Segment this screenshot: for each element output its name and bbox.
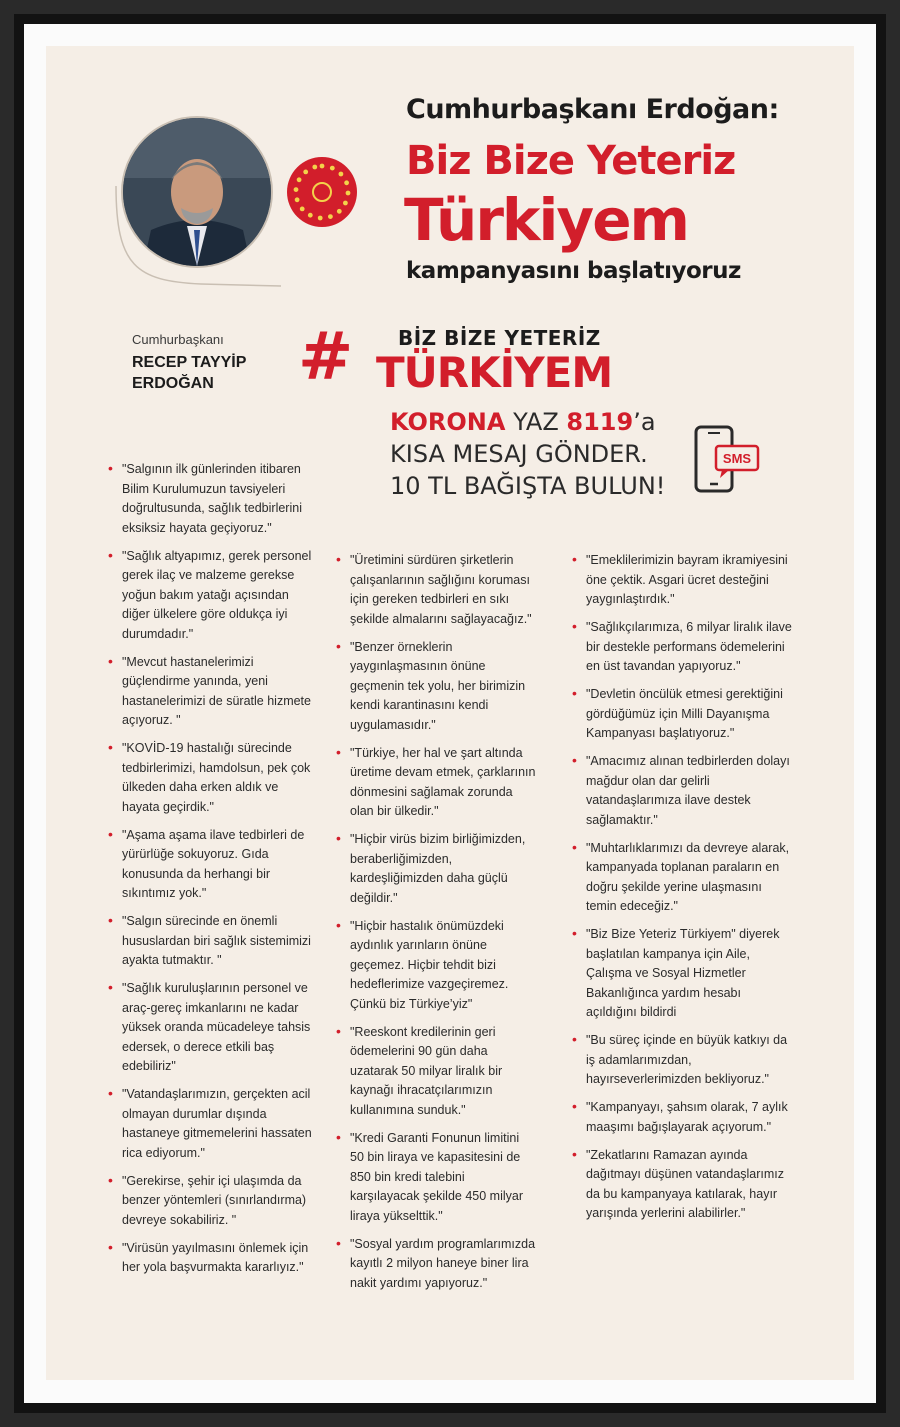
quote-item: • "Aşama aşama ilave tedbirleri de yürürlüğe sokuyoruz. Gıda konusunda da herhangi bir sıkıntımız yok." <box>118 826 313 904</box>
sms-label: SMS <box>722 451 752 466</box>
sms-suffix: ’a <box>633 408 656 436</box>
quote-item: • "Salgının ilk günlerinden itibaren Bilim Kurulumuzun tavsiyeleri doğrultusunda, sağlık tedbirlerini eksiksiz hayata geçiyoruz." <box>118 460 313 538</box>
quote-item: • "Virüsün yayılmasını önlemek için her yola başvurmakta kararlıyız." <box>118 1239 313 1278</box>
quote-item: • "Sağlık altyapımız, gerek personel gerek ilaç ve malzeme gerekse yoğun bakım yatağı açısından diğer ülkelere göre oldukça iyi durumdadır." <box>118 547 313 645</box>
quotes-column-1 <box>118 460 313 1286</box>
quote-item: • "Biz Bize Yeteriz Türkiyem" diyerek başlatılan kampanya için Aile, Çalışma ve Sosyal Hizmetler Bakanlığınca yardım hesabı açıldığını bildirdi <box>582 925 792 1023</box>
quote-item: • "Sağlıkçılarımıza, 6 milyar liralık ilave bir destekle performans ödemelerini en üst tavandan yapıyoruz." <box>582 618 792 677</box>
quote-item: • "Devletin öncülük etmesi gerektiğini gördüğümüz için Milli Dayanışma Kampanyası başlatıyoruz." <box>582 685 792 744</box>
quote-item: • "Salgın sürecinde en önemli hususlardan biri sağlık sistemimizi ayakta tutmaktır. " <box>118 912 313 971</box>
quote-item: • "Emeklilerimizin bayram ikramiyesini öne çektik. Asgari ücret desteğini yaygınlaştırdık." <box>582 551 792 610</box>
hashtag-line-1: BİZ BİZE YETERİZ <box>398 326 601 350</box>
quote-item: • "Kredi Garanti Fonunun limitini 50 bin liraya ve kapasitesini de 850 bin kredi talebini karşılayacak şekilde 450 milyar liraya yükselttik." <box>346 1129 536 1227</box>
quote-item: • "Kampanyayı, şahsım olarak, 7 aylık maaşımı bağışlayarak açıyorum." <box>582 1098 792 1137</box>
quote-item: • "Gerekirse, şehir içi ulaşımda da benzer yöntemleri (sınırlandırma) devreye sokabiliriz. " <box>118 1172 313 1231</box>
quote-item: • "Amacımız alınan tedbirlerden dolayı mağdur olan dar gelirli vatandaşlarımıza ilave destek sağlamaktır." <box>582 752 792 830</box>
hashtag-symbol: # <box>298 318 354 395</box>
poster <box>46 46 854 1380</box>
speaker-name-line-1: RECEP TAYYİP <box>132 354 247 371</box>
quotes-column-3 <box>582 551 792 1232</box>
quote-item: • "Mevcut hastanelerimizi güçlendirme yanında, yeni hastanelerimizi de süratle hizmete açıyoruz. " <box>118 653 313 731</box>
quote-item: • "Hiçbir hastalık önümüzdeki aydınlık yarınların önüne geçemez. Hiçbir tehdit bizi hedeflerimize vazgeçiremez. Çünkü biz Türkiye’yiz" <box>346 917 536 1015</box>
sms-phone-icon <box>692 424 762 494</box>
presidential-seal-icon <box>286 156 358 228</box>
quotes-column-2 <box>346 551 536 1302</box>
sms-number: 8119 <box>566 408 634 436</box>
quote-item: • "Reeskont kredilerinin geri ödemelerini 90 gün daha uzatarak 50 milyar liralık bir kaynağı ihracatçılarımızın kullanımına sunduk." <box>346 1023 536 1121</box>
quote-item: • "Zekatlarını Ramazan ayında dağıtmayı düşünen vatandaşlarımız da bu kampanyaya katılarak, hayır yarışında yerlerini alabilirler." <box>582 1146 792 1224</box>
sms-keyword: KORONA <box>390 408 506 436</box>
quote-item: • "Üretimini sürdüren şirketlerin çalışanlarının sağlığını koruması için gereken tedbirleri en sıkı şekilde almalarını sağlayacağız." <box>346 551 536 629</box>
quote-item: • "Vatandaşlarımızın, gerçekten acil olmayan durumlar dışında hastaneye gitmemelerini hassaten rica ediyorum." <box>118 1085 313 1163</box>
speaker-role: Cumhurbaşkanı <box>132 332 224 347</box>
quote-item: • "Sosyal yardım programlarımızda kayıtlı 2 milyon haneye biner lira nakit yardımı yapıyoruz." <box>346 1235 536 1294</box>
headline-line-1: Biz Bize Yeteriz <box>406 138 736 184</box>
headline-speaker: Cumhurbaşkanı Erdoğan: <box>406 94 779 125</box>
quote-item: • "KOVİD-19 hastalığı sürecinde tedbirlerimizi, hamdolsun, pek çok ülkeden daha erken aldık ve hayata geçirdik." <box>118 739 313 817</box>
portrait-avatar <box>121 116 273 268</box>
headline-line-2: Türkiyem <box>404 186 688 254</box>
sms-instruction-line-1 <box>390 408 656 436</box>
sms-mid: YAZ <box>505 408 567 436</box>
quote-item: • "Hiçbir virüs bizim birliğimizden, beraberliğimizden, kardeşliğimizden daha güçlü değildir." <box>346 830 536 908</box>
quote-item: • "Sağlık kuruluşlarının personel ve araç-gereç imkanlarını ne kadar yüksek oranda mücadeleye tahsis edersek, o derece etkili baş edebiliriz" <box>118 979 313 1077</box>
hashtag-line-2: TÜRKİYEM <box>376 348 613 397</box>
quote-item: • "Bu süreç içinde en büyük katkıyı da iş adamlarımızdan, hayırseverlerimizden bekliyoruz." <box>582 1031 792 1090</box>
quote-item: • "Türkiye, her hal ve şart altında üretime devam etmek, çarklarının dönmesini sağlamak zorunda olan bir ülkedir." <box>346 744 536 822</box>
quote-item: • "Benzer örneklerin yaygınlaşmasının önüne geçmenin tek yolu, her birimizin kendi karantinasını kendi uygulamasıdır." <box>346 638 536 736</box>
speaker-name-line-2: ERDOĞAN <box>132 375 214 392</box>
sms-instruction-line-3: 10 TL BAĞIŞTA BULUN! <box>390 472 666 500</box>
sms-instruction-line-2: KISA MESAJ GÖNDER. <box>390 440 648 468</box>
quote-item: • "Muhtarlıklarımızı da devreye alarak, kampanyada toplanan paraların en doğru şekilde yerine ulaşmasını temin edeceğiz." <box>582 839 792 917</box>
headline-subtitle: kampanyasını başlatıyoruz <box>406 258 741 284</box>
